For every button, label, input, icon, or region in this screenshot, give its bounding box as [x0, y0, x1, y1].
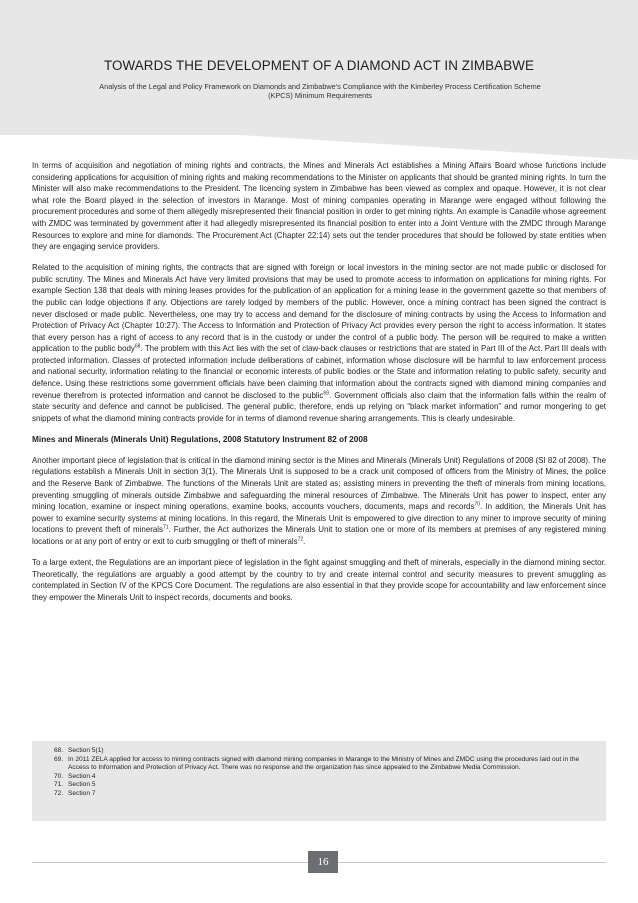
section-heading: Mines and Minerals (Minerals Unit) Regulations, 2008 Statutory Instrument 82 of 2008 [32, 433, 368, 444]
footnote [54, 756, 596, 773]
footnote-text: Section 4 [68, 772, 96, 780]
paragraph-text: . In addition, the Minerals Unit has power to examine security systems at mining locations. In this regard, the Minerals Unit is empowered to give direction to any miner to improve security of mining locations to prevent theft of minerals [32, 502, 606, 535]
page-title: TOWARDS THE DEVELOPMENT OF A DIAMOND ACT IN ZIMBABWE [103, 58, 535, 73]
footnote-number: 71. [54, 781, 64, 788]
paragraph [32, 262, 606, 424]
paragraph: To a large extent, the Regulations are an important piece of legislation in the fight against smuggling and theft of minerals, especially in the diamond mining sector. Theoretically, the regulations are arguably a good attempt by the country to try and create internal control and security measures to prevent smuggling as contemplated in Section IV of the KPCS Core Document. The regulations are also essential in that they provide scope for accountability and law enforcement since they empower the Minerals Unit to inspect records, documents and books. [32, 557, 606, 602]
footnote-ref: 70 [474, 501, 480, 508]
paragraph-text: . [303, 536, 306, 546]
paragraph: In terms of acquisition and negotiation of mining rights and contracts, the Mines and Minerals Act establishes a Mining Affairs Board whose functions include considering applications for acquisition of mining rights and making recommendations to the Minister on applicants that should be granted mining rights. In turn the Minister will also make recommendations to the President. The licencing system in Zimbabwe has been viewed as complex and opaque. However, it is not clear what role the Board played in the selection of investors in Marange. Most of mining companies operating in Marange were engaged without following the procurement procedures and some of them allegedly misrepresented their financial position in order to get mining rights. An example is Canadile whose agreement with ZMDC was terminated by government after it had allegedly misrepresented its financial position to enter into a Joint Venture with the ZMDC through Marange Resources to explore and mine for diamonds. The Procurement Act (Chapter 22:14) sets out the tender procedures that should be followed by state entities when they are engaging service providers. [32, 161, 606, 252]
footnote-ref: 69 [323, 390, 329, 397]
footnote [54, 773, 596, 782]
paragraph [32, 455, 606, 548]
footnote-text: Section 7 [68, 789, 96, 797]
footnote [54, 790, 596, 799]
page-number: 16 [308, 851, 338, 873]
footnotes-box [32, 741, 606, 821]
paragraph-text: . The problem with this Act lies with the set of claw-back clauses or restrictions that are stated in Part III of the Act. Part III deals with protected information. Classes of protected information include deliberations of cabinet, information whose disclosure will be harmful to law enforcement process and national security, information relating to the financial or economic interests of public bodies or the State and information relating to public safety, security and defence. Using these restrictions some government officials have been claiming that information about the contracts signed with diamond mining companies and revenue therefrom is protected information and cannot be disclosed to the public [32, 344, 606, 400]
footnote [54, 781, 596, 790]
header-diagonal-edge [0, 120, 638, 160]
footnote-ref: 71 [163, 524, 169, 531]
footnote-text: In 2011 ZELA applied for access to mining contracts signed with diamond mining companies in Marange to the Ministry of Mines and ZMDC using the procedures laid out in the Access to Information and Protection of Privacy Act. There was no response and the organization has since appealed to the Zimbabwe Media Commission. [68, 755, 580, 771]
footnote-text: Section 5(1) [68, 747, 104, 754]
footnote-text: Section 5 [68, 781, 96, 788]
footnote-number: 69. [54, 755, 64, 763]
page-subtitle: Analysis of the Legal and Policy Framework on Diamonds and Zimbabwe's Compliance with the Kimberley Process Certification Scheme (KPCS) Minimum Requirements [99, 82, 541, 101]
footnote-number: 70. [54, 772, 64, 780]
paragraph-text: . Government officials also claim that the information falls within the realm of state security and defence and cannot be publicised. The general public, therefore, ends up relying on “black market information” and rumor mongering to get snippets of what the diamond mining contracts provide for in terms of diamond revenue sharing arrangements. This is clearly undesirable. [32, 390, 607, 423]
footnote-ref: 68 [134, 343, 141, 350]
paragraph-text: Related to the acquisition of mining rights, the contracts that are signed with foreign or local investors in the mining sector are not made public or disclosed for public scrutiny. The Mines and Minerals Act have very limited provisions that may be used to promote access to information on applications for mining rights. For example Section 138 that deals with mining leases provides for the publication of an application for a mining lease in the government gazette so that members of the public can lodge objections if any. Objections are rarely lodged by members of the public. However, once a mining contract has been signed the contract is never disclosed or made public. Nevertheless, one may try to access and demand for the disclosure of mining contracts by using the Access to Information and Protection of Privacy Act (Chapter 10:27). The Access to Information and Protection of Privacy Act provides every person the right to access information. It states that every person has a right of access to any record that is in the custody or under the control of a public body. The person will be required to make a written application to the public body [32, 263, 606, 354]
paragraph-text: . Further, the Act authorizes the Minerals Unit to station one or more of its members at premises of any registered mining locations or at any port of entry or exit to curb smuggling or theft of minerals [32, 525, 606, 546]
footnote-number: 68. [54, 747, 64, 754]
footnote-number: 72. [54, 789, 64, 797]
footnote-ref: 72 [297, 536, 304, 543]
body-text [32, 160, 606, 613]
footnote [54, 747, 596, 756]
paragraph-text: Another important piece of legislation that is critical in the diamond mining sector is the Mines and Minerals (Minerals Unit) Regulations of 2008 (SI 82 of 2008). The regulations establish a Minerals Unit in section 3(1). The Minerals Unit is supposed to be a crack unit composed of officers from the Ministry of Mines, the police and the Reserve Bank of Zimbabwe. The functions of the Minerals Unit are stated as; assisting miners in preventing the theft of minerals from mining locations, preventing smuggling of minerals outside Zimbabwe and safeguarding the mineral resources of Zimbabwe. The Minerals Unit has power to inspect, enter any mining location, examine or inspect mining operations, examine books, accounts vouchers, documents, maps and records [32, 455, 606, 512]
